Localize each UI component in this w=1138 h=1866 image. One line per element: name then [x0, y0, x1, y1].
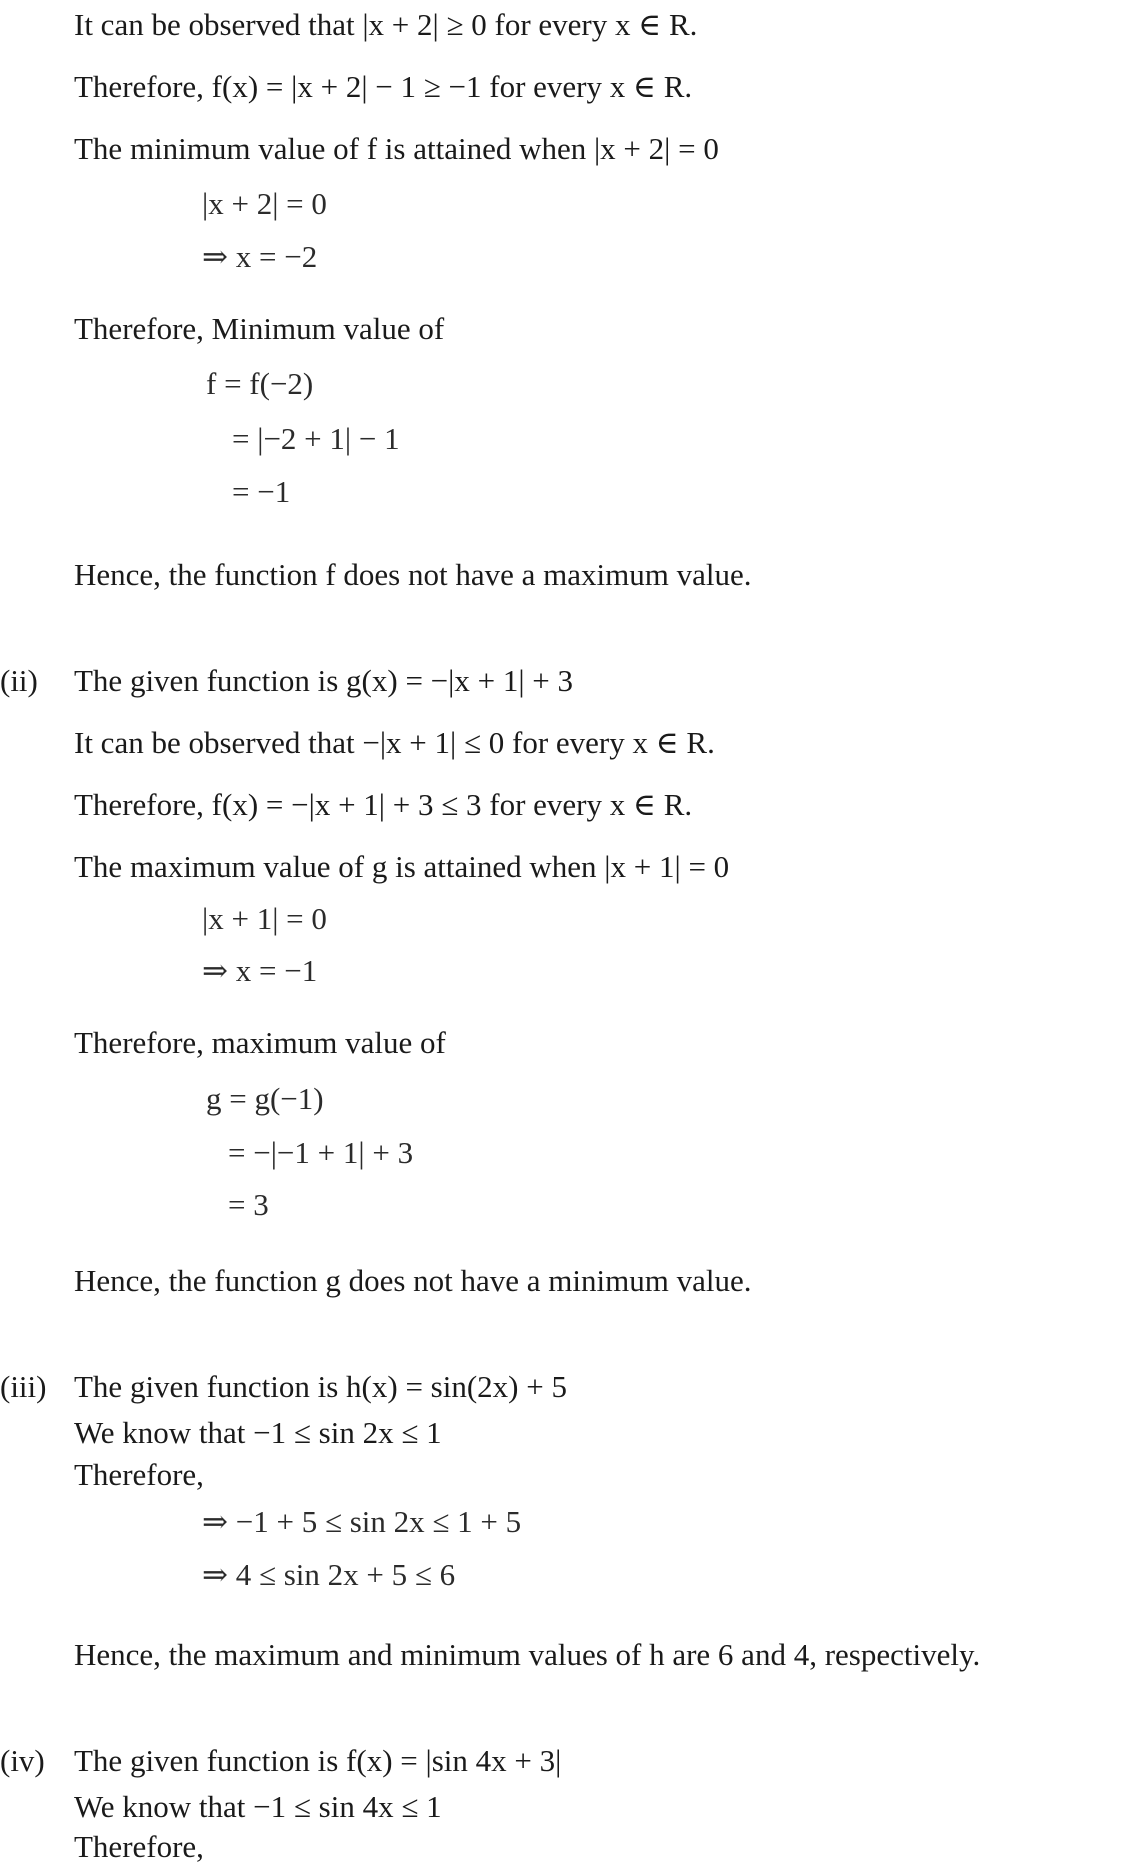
- equation-line: = −1: [232, 474, 291, 509]
- text-line: Therefore, f(x) = |x + 2| − 1 ≥ −1 for every x ∈ R.: [74, 69, 693, 104]
- equation-line: |x + 2| = 0: [202, 186, 327, 221]
- text-line: It can be observed that −|x + 1| ≤ 0 for every x ∈ R.: [74, 725, 715, 760]
- text-line: The maximum value of g is attained when |x + 1| = 0: [74, 849, 730, 884]
- equation-line: g = g(−1): [206, 1081, 324, 1116]
- text-line: Therefore,: [74, 1457, 204, 1492]
- text-line: The given function is h(x) = sin(2x) + 5: [74, 1369, 567, 1404]
- text-line: Hence, the maximum and minimum values of h are 6 and 4, respectively.: [74, 1637, 981, 1672]
- part-label-ii: (ii): [0, 663, 38, 698]
- text-line: The given function is f(x) = |sin 4x + 3|: [74, 1743, 562, 1778]
- equation-line: ⇒ x = −2: [202, 239, 318, 274]
- text-line: The minimum value of f is attained when |x + 2| = 0: [74, 131, 719, 166]
- text-line: Therefore, f(x) = −|x + 1| + 3 ≤ 3 for every x ∈ R.: [74, 787, 693, 822]
- text-line: We know that −1 ≤ sin 4x ≤ 1: [74, 1789, 442, 1824]
- text-line: Hence, the function f does not have a maximum value.: [74, 557, 752, 592]
- text-line: The given function is g(x) = −|x + 1| + 3: [74, 663, 574, 698]
- equation-line: ⇒ x = −1: [202, 953, 318, 988]
- text-line: Therefore, maximum value of: [74, 1025, 446, 1060]
- text-line: Therefore,: [74, 1829, 204, 1864]
- text-line: It can be observed that |x + 2| ≥ 0 for every x ∈ R.: [74, 7, 698, 42]
- part-label-iii: (iii): [0, 1369, 47, 1404]
- equation-line: = −|−1 + 1| + 3: [228, 1135, 414, 1170]
- equation-line: ⇒ −1 + 5 ≤ sin 2x ≤ 1 + 5: [202, 1504, 522, 1539]
- equation-line: ⇒ 4 ≤ sin 2x + 5 ≤ 6: [202, 1557, 456, 1592]
- equation-line: = 3: [228, 1187, 269, 1222]
- text-line: Hence, the function g does not have a minimum value.: [74, 1263, 752, 1298]
- text-line: We know that −1 ≤ sin 2x ≤ 1: [74, 1415, 442, 1450]
- text-line: Therefore, Minimum value of: [74, 311, 445, 346]
- equation-line: = |−2 + 1| − 1: [232, 421, 400, 456]
- part-label-iv: (iv): [0, 1743, 45, 1778]
- equation-line: f = f(−2): [206, 366, 314, 401]
- equation-line: |x + 1| = 0: [202, 901, 327, 936]
